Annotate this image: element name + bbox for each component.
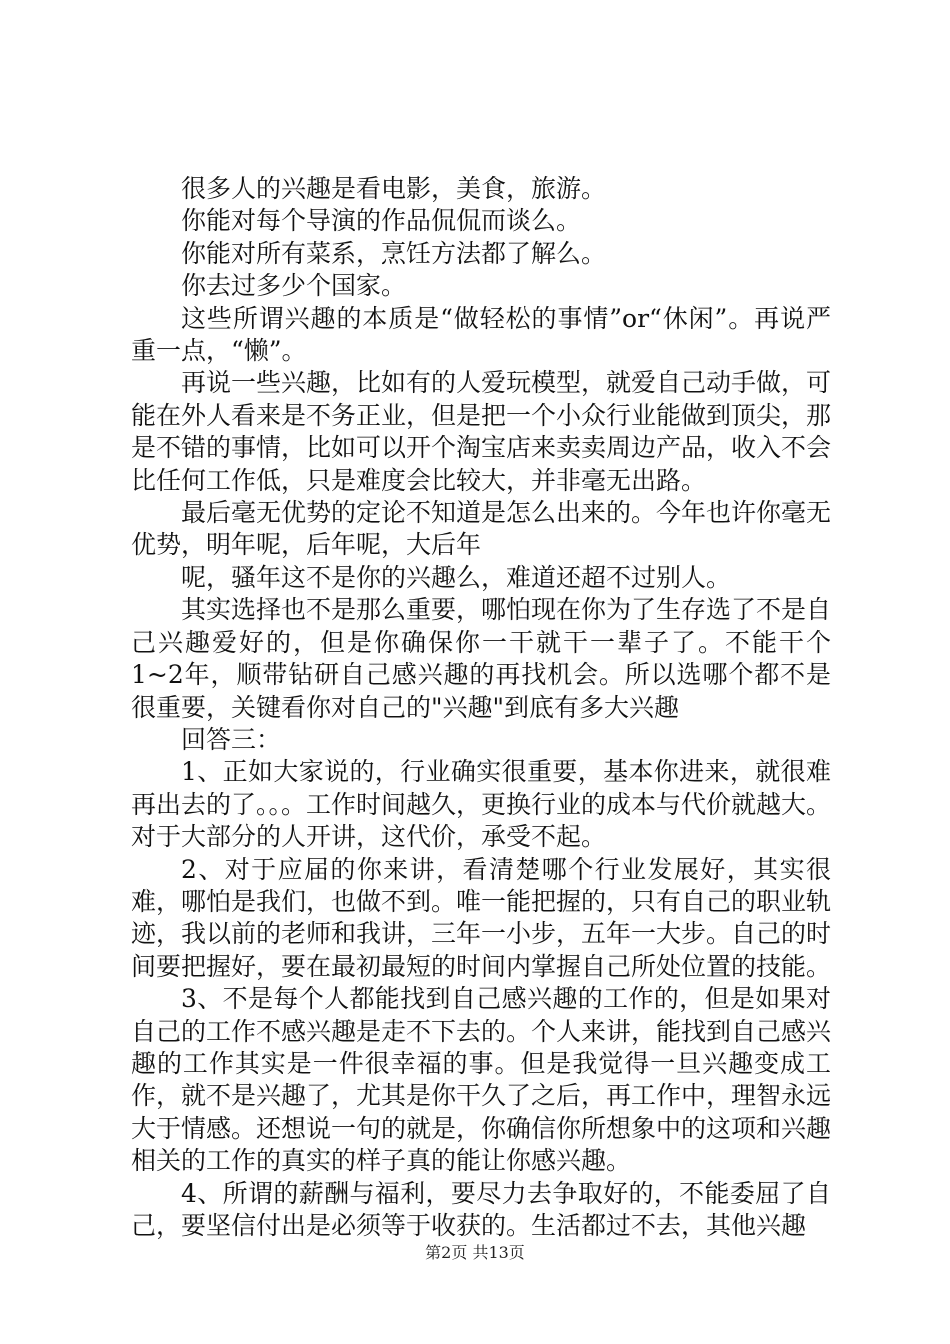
paragraph: 3、不是每个人都能找到自己感兴趣的工作的，但是如果对自己的工作不感兴趣是走不下去的。个人来讲，能找到自己感兴趣的工作其实是一件很幸福的事。但是我觉得一旦兴趣变成工作，就不是兴趣了，尤其是你干久了之后，再工作中，理智永远大于情感。还想说一句的就是，你确信你所想象中的这项和兴趣相关的工作的真实的样子真的能让你感兴趣。 <box>131 984 832 1176</box>
paragraph: 你去过多少个国家。 <box>181 271 407 301</box>
document-body <box>131 173 831 1242</box>
paragraph: 回答三： <box>181 724 282 754</box>
paragraph: 呢，骚年这不是你的兴趣么，难道还超不过别人。 <box>181 562 732 592</box>
paragraph: 你能对所有菜系，烹饪方法都了解么。 <box>181 238 607 268</box>
paragraph: 这些所谓兴趣的本质是“做轻松的事情”or“休闲”。再说严重一点，“懒”。 <box>131 303 831 366</box>
paragraph: 1、正如大家说的，行业确实很重要，基本你进来，就很难再出去的了。。。工作时间越久，更换行业的成本与代价就越大。对于大部分的人开讲，这代价，承受不起。 <box>131 757 832 852</box>
paragraph: 4、所谓的薪酬与福利，要尽力去争取好的，不能委屈了自己，要坚信付出是必须等于收获的。生活都过不去，其他兴趣 <box>131 1178 831 1240</box>
paragraph: 你能对每个导演的作品侃侃而谈么。 <box>181 206 582 236</box>
paragraph: 最后毫无优势的定论不知道是怎么出来的。今年也许你毫无优势，明年呢，后年呢，大后年 <box>131 498 832 560</box>
paragraph: 再说一些兴趣，比如有的人爱玩模型，就爱自己动手做，可能在外人看来是不务正业，但是把一个小众行业能做到顶尖，那是不错的事情，比如可以开个淘宝店来卖卖周边产品，收入不会比任何工作低，只是难度会比较大，并非毫无出路。 <box>131 368 832 495</box>
page-number-footer: 第2页 共13页 <box>425 1243 525 1262</box>
paragraph: 很多人的兴趣是看电影，美食，旅游。 <box>181 174 607 203</box>
paragraph: 2、对于应届的你来讲，看清楚哪个行业发展好，其实很难，哪怕是我们，也做不到。唯一能把握的，只有自己的职业轨迹，我以前的老师和我讲，三年一小步，五年一大步。自己的时间要把握好，要在最初最短的时间内掌握自己所处位置的技能。 <box>131 854 832 981</box>
paragraph: 其实选择也不是那么重要，哪怕现在你为了生存选了不是自己兴趣爱好的，但是你确保你一干就干一辈子了。不能干个1~2年，顺带钻研自己感兴趣的再找机会。所以选哪个都不是很重要，关键看你对自己的"兴趣"到底有多大兴趣 <box>131 595 832 722</box>
